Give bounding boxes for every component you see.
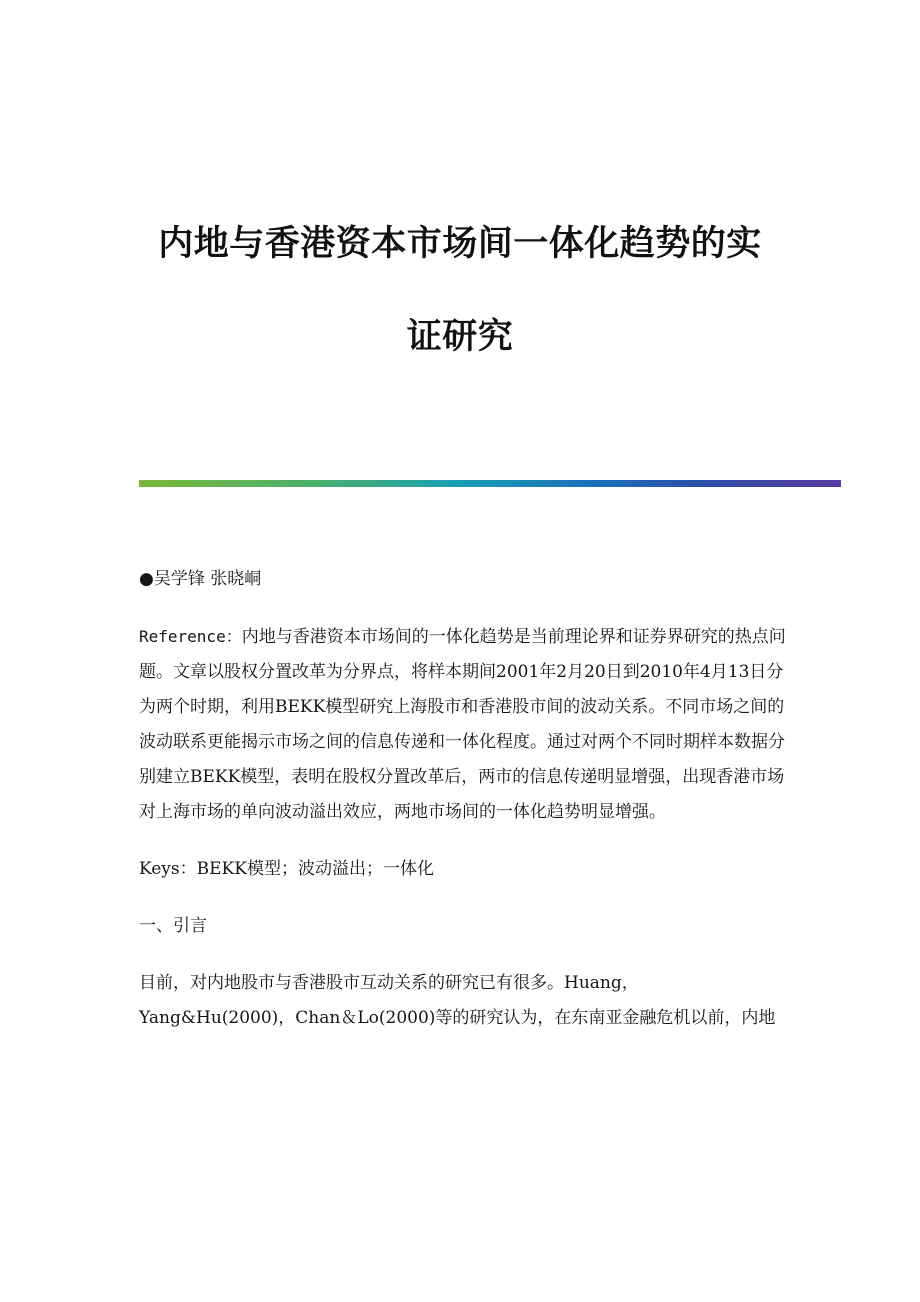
- document-title-line-2: 证研究: [406, 316, 514, 357]
- author-line: ●吴学锋 张晓峒: [139, 569, 262, 589]
- keywords-text: BEKK模型；波动溢出；一体化: [196, 859, 434, 879]
- gradient-divider: [139, 480, 841, 487]
- abstract-label: Reference：: [139, 627, 242, 646]
- abstract-paragraph: [139, 619, 789, 830]
- body-paragraph: 目前，对内地股市与香港股市互动关系的研究已有很多。Huang，Yang&Hu(2000)，Chan＆Lo(2000)等的研究认为，在东南亚金融危机以前，内地: [139, 973, 776, 1028]
- keywords-line: [139, 852, 789, 887]
- abstract-text: 内地与香港资本市场间的一体化趋势是当前理论界和证券界研究的热点问题。文章以股权分置改革为分界点，将样本期间2001年2月20日到2010年4月13日分为两个时期，利用BEKK模型研究上海股市和香港股市间的波动关系。不同市场之间的波动联系更能揭示市场之间的信息传递和一体化程度。通过对两个不同时期样本数据分别建立BEKK模型，表明在股权分置改革后，两市的信息传递明显增强，出现香港市场对上海市场的单向波动溢出效应，两地市场间的一体化趋势明显增强。: [139, 627, 786, 822]
- document-title-line-1: 内地与香港资本市场间一体化趋势的实: [158, 223, 762, 264]
- section-heading: 一、引言: [139, 916, 207, 936]
- keywords-label: Keys：: [139, 859, 197, 879]
- document-body: [139, 562, 789, 1036]
